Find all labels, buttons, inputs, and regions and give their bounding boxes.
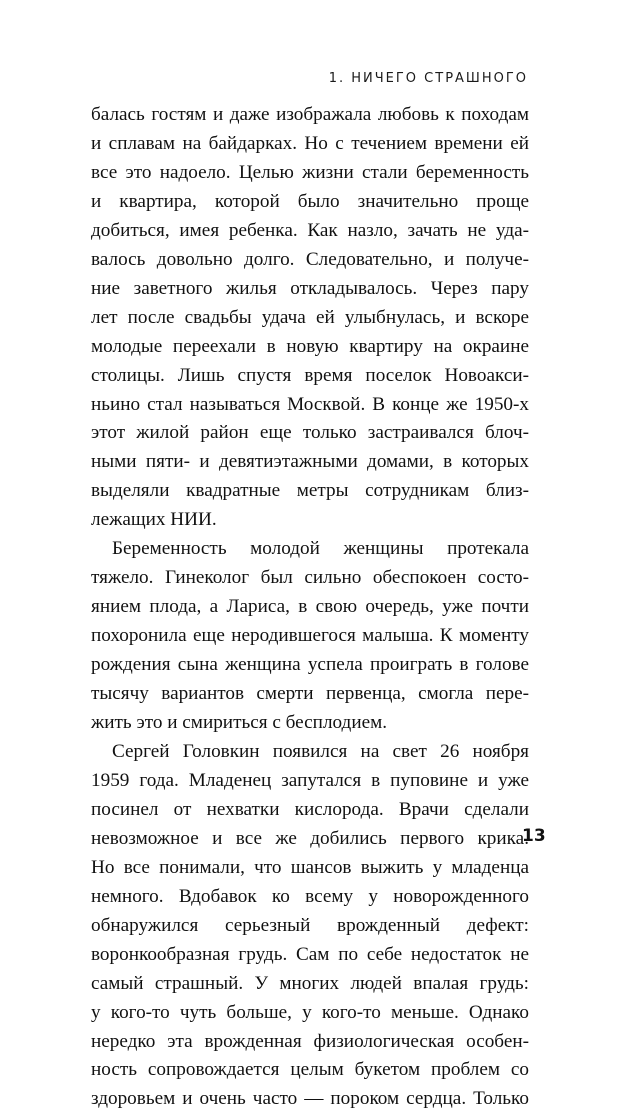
paragraph — [91, 535, 529, 738]
text-line: лет после свадьбы удача ей улыбнулась, и вскоре — [91, 306, 529, 328]
text-line: тяжело. Гинеколог был сильно обеспокоен состо- — [91, 567, 529, 589]
text-line: обнаружился серьезный врожденный дефект: — [91, 914, 529, 936]
paragraph — [91, 738, 529, 1114]
text-line: молодые переехали в новую квартиру на окраине — [91, 335, 529, 357]
text-line: столицы. Лишь спустя время поселок Новоакси- — [91, 364, 529, 386]
text-line: выделяли квадратные метры сотрудникам близ- — [91, 480, 529, 502]
text-line: воронкообразная грудь. Сам по себе недостаток не — [91, 943, 529, 965]
text-line: жить это и смириться с бесплодием. — [91, 712, 388, 734]
text-line: нередко эта врожденная физиологическая особен- — [91, 1030, 529, 1052]
text-line: посинел от нехватки кислорода. Врачи сделали — [91, 798, 529, 820]
text-line: ность сопровождается целым букетом проблем со — [91, 1059, 529, 1081]
text-line: этот жилой район еще только застраивался блоч- — [91, 422, 529, 444]
running-header: 1. НИЧЕГО СТРАШНОГО — [328, 71, 528, 86]
text-line: и сплавам на байдарках. Но с течением времени ей — [91, 132, 529, 154]
text-line: янием плода, а Лариса, в свою очередь, уже почти — [91, 596, 529, 618]
page-number: 13 — [522, 826, 546, 846]
text-line: балась гостям и даже изображала любовь к походам — [91, 104, 529, 125]
text-line: 1959 года. Младенец запутался в пуповине и уже — [91, 769, 529, 791]
text-line: ньино стал называться Москвой. В конце же 1950-х — [91, 393, 529, 415]
text-line: Но все понимали, что шансов выжить у младенца — [91, 856, 529, 878]
paragraph — [91, 101, 529, 535]
text-line: невозможное и все же добились первого крика. — [91, 827, 529, 849]
text-line: похоронила еще неродившегося малыша. К моменту — [91, 625, 529, 647]
text-line: ние заветного жилья откладывалось. Через пару — [91, 277, 529, 299]
text-line: тысячу вариантов смерти первенца, смогла пере- — [91, 683, 529, 705]
text-line: самый страшный. У многих людей впалая грудь: — [91, 972, 529, 994]
text-line: рождения сына женщина успела проиграть в голове — [91, 654, 529, 676]
text-line: здоровьем и очень часто — пороком сердца. Только — [91, 1088, 529, 1110]
text-line: немного. Вдобавок ко всему у новорожденного — [91, 885, 529, 907]
text-line: и квартира, которой было значительно проще — [91, 190, 529, 212]
text-line: все это надоело. Целью жизни стали беременность — [91, 161, 529, 183]
text-line: Сергей Головкин появился на свет 26 ноября — [112, 740, 529, 762]
text-line: ными пяти- и девятиэтажными домами, в которых — [91, 451, 529, 473]
text-line: у кого-то чуть больше, у кого-то меньше. Однако — [91, 1001, 529, 1023]
body-text — [91, 101, 529, 1114]
text-line: валось довольно долго. Следовательно, и получе- — [91, 248, 529, 270]
text-line: добиться, имея ребенка. Как назло, зачать не уда- — [91, 219, 529, 241]
text-line: лежащих НИИ. — [91, 509, 217, 531]
text-line: Беременность молодой женщины протекала — [112, 538, 529, 560]
